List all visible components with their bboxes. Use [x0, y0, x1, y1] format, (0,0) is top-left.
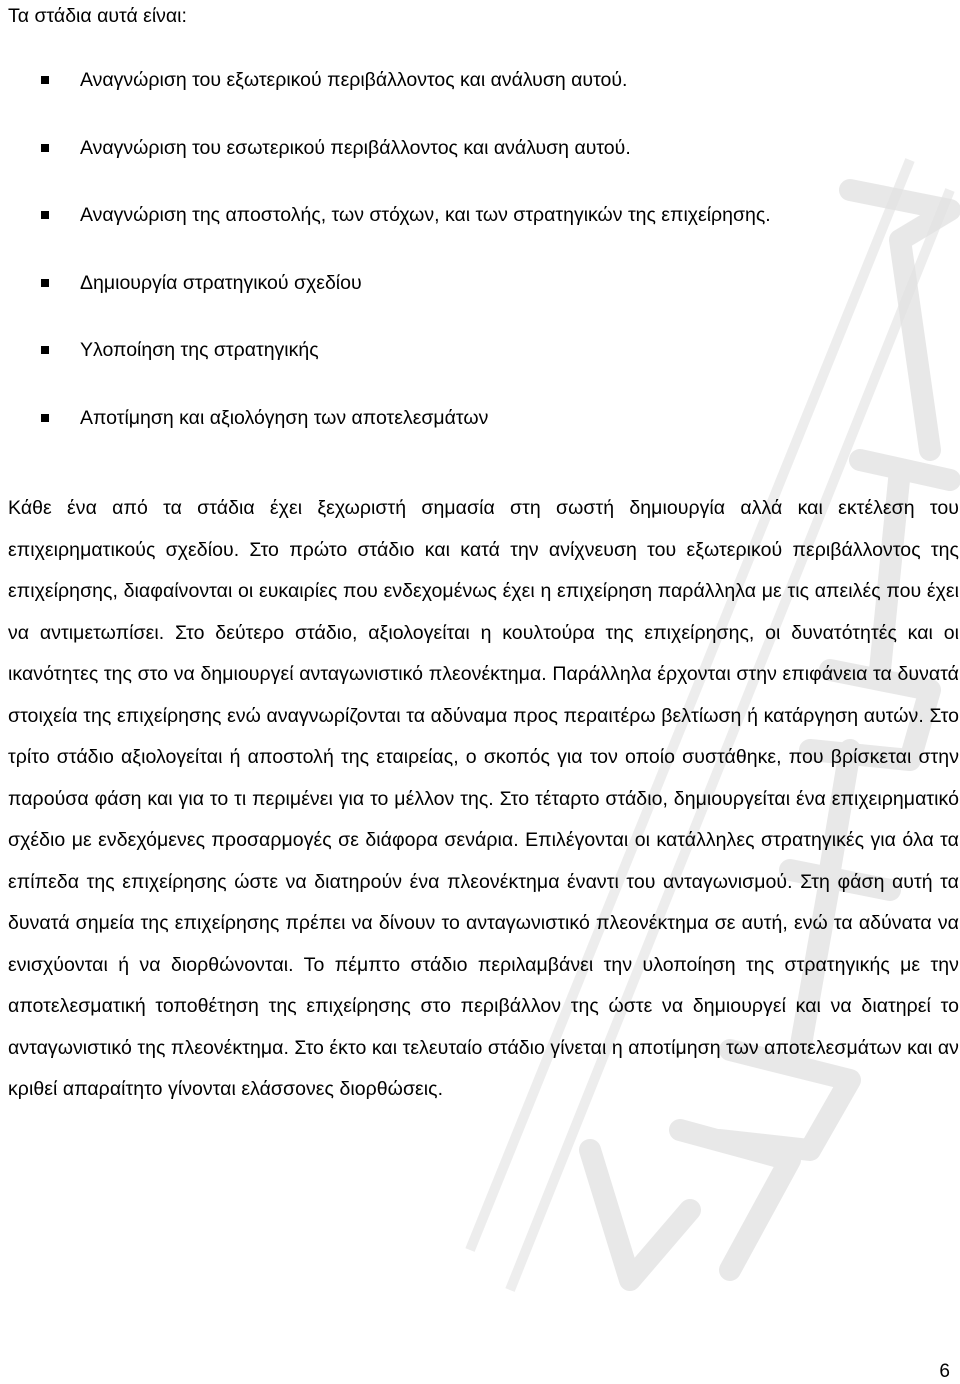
- square-bullet-icon: [41, 211, 49, 219]
- list-item-text: Αποτίμηση και αξιολόγηση των αποτελεσμάτων: [80, 406, 489, 429]
- list-item-text: Δημιουργία στρατηγικού σχεδίου: [80, 271, 362, 294]
- list-item-text: Αναγνώριση του εσωτερικού περιβάλλοντος και ανάλυση αυτού.: [80, 136, 631, 159]
- page-number: 6: [939, 1361, 950, 1382]
- square-bullet-icon: [41, 346, 49, 354]
- list-item-text: Αναγνώριση της αποστολής, των στόχων, και των στρατηγικών της επιχείρησης.: [80, 204, 771, 226]
- square-bullet-icon: [41, 279, 49, 287]
- body-paragraph: Κάθε ένα από τα στάδια έχει ξεχωριστή σημασία στη σωστή δημιουργία αλλά και εκτέλεση του επιχειρηματικούς σχεδίου. Στο πρώτο στάδιο και κατά την ανίχνευση του εξωτερικού περιβάλλοντος της επιχείρησης, διαφαίνονται οι ευκαιρίες που ενδεχομένως έχει η επιχείρηση παράλληλα με τις απειλές που έχει να αντιμετωπίσει. Στο δεύτερο στάδιο, αξιολογείται η κουλτούρα της επιχείρησης, οι δυνατότητές και οι ικανότητες της στο να δημιουργεί ανταγωνιστικό πλεονέκτημα. Παράλληλα έρχονται στην επιφάνεια τα δυνατά στοιχεία της επιχείρησης ενώ αναγνωρίζονται τα αδύναμα προς περαιτέρω βελτίωση ή κατάργηση αυτών. Στο τρίτο στάδιο αξιολογείται ή αποστολή της εταιρείας, ο σκοπός για τον οποίο συστάθηκε, που βρίσκεται στην παρούσα φάση και για το τι περιμένει για το μέλλον της. Στο τέταρτο στάδιο, δημιουργείται ένα επιχειρηματικό σχέδιο με ενδεχόμενες προσαρμογές σε διάφορα σενάρια. Επιλέγονται οι κατάλληλες στρατηγικές για όλα τα επίπεδα της επιχείρησης ώστε να διατηρούν ένα πλεονέκτημα έναντι του ανταγωνισμού. Στη φάση αυτή τα δυνατά σημεία της επιχείρησης πρέπει να δίνουν το ανταγωνιστικό πλεονέκτημα σε αυτή, ενώ τα αδύνατα να ενισχύονται ή να διορθώνονται. Το πέμπτο στάδιο περιλαμβάνει την υλοποίηση της στρατηγικής με την αποτελεσματική τοποθέτηση της επιχείρησης στο περιβάλλον της ώστε να δημιουργεί και να διατηρεί το ανταγωνιστικό της πλεονέκτημα. Στο έκτο και τελευταίο στάδιο γίνεται η αποτίμηση των αποτελεσμάτων και αν κριθεί απαραίτητο γίνονται ελάσσονες διορθώσεις.: [8, 497, 959, 1100]
- intro-line: Τα στάδια αυτά είναι:: [8, 5, 187, 27]
- square-bullet-icon: [41, 414, 49, 422]
- list-item-text: Αναγνώριση του εξωτερικού περιβάλλοντος και ανάλυση αυτού.: [80, 69, 628, 91]
- square-bullet-icon: [41, 76, 49, 84]
- square-bullet-icon: [41, 144, 49, 152]
- list-item-text: Υλοποίηση της στρατηγικής: [80, 339, 319, 361]
